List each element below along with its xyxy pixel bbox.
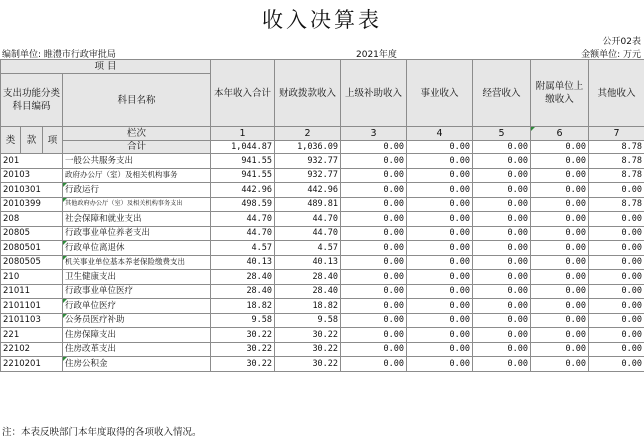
subject-code: 2080505 (1, 255, 63, 270)
amount-cell: 0.00 (531, 168, 589, 183)
amount-cell: 932.77 (275, 154, 341, 169)
col-header-6: 附属单位上缴收入 (531, 60, 589, 127)
subject-code: 208 (1, 212, 63, 227)
amount-cell: 0.00 (531, 183, 589, 198)
subject-name: 社会保障和就业支出 (63, 212, 211, 227)
col-number-2: 2 (275, 127, 341, 141)
subject-name: 一般公共服务支出 (63, 154, 211, 169)
amount-cell: 0.00 (407, 284, 473, 299)
amount-cell: 0.00 (589, 212, 644, 227)
amount-cell: 0.00 (531, 212, 589, 227)
amount-cell: 0.00 (407, 212, 473, 227)
amount-cell: 0.00 (341, 183, 407, 198)
amount-cell: 0.00 (407, 342, 473, 357)
table-row (1, 226, 644, 241)
subject-name: 其他政府办公厅（室）及相关机构事务支出 (63, 197, 211, 212)
amount-cell: 44.70 (211, 226, 275, 241)
subject-name: 住房改革支出 (63, 342, 211, 357)
subject-name: 行政事业单位养老支出 (63, 226, 211, 241)
income-final-accounts-table (0, 59, 644, 372)
amount-cell: 0.00 (531, 328, 589, 343)
table-row (1, 299, 644, 314)
amount-cell: 0.00 (407, 241, 473, 256)
amount-cell: 30.22 (275, 357, 341, 372)
table-row (1, 313, 644, 328)
amount-cell: 0.00 (589, 328, 644, 343)
amount-cell: 18.82 (211, 299, 275, 314)
amount-cell: 0.00 (341, 270, 407, 285)
amount-cell: 0.00 (341, 226, 407, 241)
amount-cell: 941.55 (211, 168, 275, 183)
amount-cell: 0.00 (407, 197, 473, 212)
xiang-header: 项 (43, 127, 63, 154)
amount-cell: 0.00 (407, 270, 473, 285)
subject-code: 22102 (1, 342, 63, 357)
amount-cell: 0.00 (341, 168, 407, 183)
col-header-3: 上级补助收入 (341, 60, 407, 127)
subject-code: 210 (1, 270, 63, 285)
amount-cell: 0.00 (589, 342, 644, 357)
lanci-label: 栏次 (63, 127, 211, 141)
subject-code: 221 (1, 328, 63, 343)
subject-name: 行政运行 (63, 183, 211, 198)
amount-cell: 0.00 (589, 299, 644, 314)
amount-cell: 9.58 (275, 313, 341, 328)
amount-cell: 28.40 (211, 270, 275, 285)
amount-cell: 0.00 (589, 183, 644, 198)
subject-code: 2080501 (1, 241, 63, 256)
amount-cell: 0.00 (341, 197, 407, 212)
footnote: 注：本表反映部门本年度取得的各项收入情况。 (2, 427, 202, 438)
col-number-7: 7 (589, 127, 644, 141)
total-value: 0.00 (341, 141, 407, 154)
amount-cell: 0.00 (341, 241, 407, 256)
amount-cell: 30.22 (275, 328, 341, 343)
amount-cell: 0.00 (473, 197, 531, 212)
amount-cell: 0.00 (531, 197, 589, 212)
item-header: 项 目 (1, 60, 211, 74)
table-row (1, 212, 644, 227)
amount-cell: 0.00 (407, 183, 473, 198)
col-number-1: 1 (211, 127, 275, 141)
amount-cell: 0.00 (473, 241, 531, 256)
amount-cell: 8.78 (589, 168, 644, 183)
amount-cell: 28.40 (275, 284, 341, 299)
subject-code: 2010301 (1, 183, 63, 198)
amount-cell: 30.22 (211, 357, 275, 372)
subject-name: 政府办公厅（室）及相关机构事务 (63, 168, 211, 183)
table-row (1, 328, 644, 343)
amount-cell: 0.00 (341, 313, 407, 328)
table-row (1, 342, 644, 357)
col-header-1: 本年收入合计 (211, 60, 275, 127)
subject-name: 住房保障支出 (63, 328, 211, 343)
table-row (1, 270, 644, 285)
subject-code: 201 (1, 154, 63, 169)
total-value: 0.00 (407, 141, 473, 154)
amount-cell: 4.57 (211, 241, 275, 256)
amount-cell: 0.00 (407, 255, 473, 270)
amount-cell: 0.00 (473, 313, 531, 328)
amount-cell: 0.00 (531, 226, 589, 241)
amount-cell: 0.00 (473, 328, 531, 343)
amount-cell: 0.00 (531, 241, 589, 256)
amount-cell: 0.00 (531, 270, 589, 285)
report-title: 收入决算表 (262, 8, 382, 32)
form-code: 公开02表 (602, 37, 641, 47)
amount-cell: 30.22 (275, 342, 341, 357)
amount-cell: 8.78 (589, 154, 644, 169)
col-number-5: 5 (473, 127, 531, 141)
amount-cell: 0.00 (407, 313, 473, 328)
amount-cell: 0.00 (589, 226, 644, 241)
amount-cell: 932.77 (275, 168, 341, 183)
table-row (1, 154, 644, 169)
col-number-4: 4 (407, 127, 473, 141)
subject-code: 2010399 (1, 197, 63, 212)
subject-name: 行政事业单位医疗 (63, 284, 211, 299)
subject-code: 20805 (1, 226, 63, 241)
amount-cell: 0.00 (589, 270, 644, 285)
amount-cell: 0.00 (341, 342, 407, 357)
amount-cell: 0.00 (531, 357, 589, 372)
subject-code: 2101103 (1, 313, 63, 328)
amount-cell: 0.00 (473, 255, 531, 270)
total-value: 0.00 (473, 141, 531, 154)
table-row (1, 241, 644, 256)
amount-cell: 0.00 (531, 342, 589, 357)
table-row (1, 357, 644, 372)
subject-name: 行政单位离退休 (63, 241, 211, 256)
col-header-7: 其他收入 (589, 60, 644, 127)
subject-name: 机关事业单位基本养老保险缴费支出 (63, 255, 211, 270)
amount-cell: 44.70 (275, 226, 341, 241)
amount-cell: 0.00 (473, 299, 531, 314)
amount-cell: 0.00 (589, 255, 644, 270)
amount-cell: 941.55 (211, 154, 275, 169)
subject-code: 2101101 (1, 299, 63, 314)
amount-cell: 44.70 (275, 212, 341, 227)
amount-cell: 0.00 (341, 212, 407, 227)
amount-cell: 0.00 (473, 342, 531, 357)
amount-cell: 40.13 (275, 255, 341, 270)
subject-code: 20103 (1, 168, 63, 183)
amount-cell: 442.96 (211, 183, 275, 198)
col-header-4: 事业收入 (407, 60, 473, 127)
amount-cell: 0.00 (473, 357, 531, 372)
table-row (1, 183, 644, 198)
amount-cell: 28.40 (211, 284, 275, 299)
amount-cell: 0.00 (473, 212, 531, 227)
amount-cell: 0.00 (589, 284, 644, 299)
report-year: 2021年度 (356, 50, 397, 60)
amount-cell: 0.00 (589, 313, 644, 328)
table-row (1, 284, 644, 299)
amount-cell: 0.00 (341, 299, 407, 314)
subject-name-header: 科目名称 (63, 74, 211, 127)
amount-cell: 44.70 (211, 212, 275, 227)
amount-cell: 0.00 (407, 299, 473, 314)
col-header-5: 经营收入 (473, 60, 531, 127)
total-value: 8.78 (589, 141, 644, 154)
amount-cell: 0.00 (407, 226, 473, 241)
total-value: 1,044.87 (211, 141, 275, 154)
total-label: 合计 (63, 141, 211, 154)
amount-cell: 489.81 (275, 197, 341, 212)
amount-cell: 0.00 (341, 154, 407, 169)
amount-cell: 9.58 (211, 313, 275, 328)
amount-cell: 0.00 (341, 284, 407, 299)
subject-name: 卫生健康支出 (63, 270, 211, 285)
amount-cell: 0.00 (531, 154, 589, 169)
amount-cell: 0.00 (407, 154, 473, 169)
amount-cell: 0.00 (473, 154, 531, 169)
subject-name: 行政单位医疗 (63, 299, 211, 314)
table-row (1, 255, 644, 270)
amount-cell: 0.00 (473, 284, 531, 299)
amount-cell: 0.00 (341, 255, 407, 270)
amount-cell: 8.78 (589, 197, 644, 212)
subject-code: 2210201 (1, 357, 63, 372)
amount-cell: 4.57 (275, 241, 341, 256)
total-value: 1,036.09 (275, 141, 341, 154)
amount-cell: 0.00 (531, 255, 589, 270)
table-row (1, 197, 644, 212)
amount-cell: 0.00 (473, 183, 531, 198)
amount-cell: 0.00 (531, 284, 589, 299)
amount-cell: 28.40 (275, 270, 341, 285)
amount-cell: 0.00 (407, 328, 473, 343)
amount-cell: 0.00 (473, 270, 531, 285)
amount-cell: 0.00 (531, 313, 589, 328)
amount-cell: 0.00 (473, 168, 531, 183)
amount-cell: 30.22 (211, 328, 275, 343)
amount-cell: 0.00 (473, 226, 531, 241)
amount-unit: 金额单位: 万元 (581, 50, 641, 60)
func-code-header: 支出功能分类科目编码 (1, 74, 63, 127)
kuan-header: 款 (21, 127, 43, 154)
subject-name: 公务员医疗补助 (63, 313, 211, 328)
col-header-2: 财政拨款收入 (275, 60, 341, 127)
lei-header: 类 (1, 127, 21, 154)
amount-cell: 0.00 (589, 357, 644, 372)
amount-cell: 0.00 (341, 357, 407, 372)
amount-cell: 0.00 (341, 328, 407, 343)
subject-code: 21011 (1, 284, 63, 299)
amount-cell: 498.59 (211, 197, 275, 212)
subject-name: 住房公积金 (63, 357, 211, 372)
amount-cell: 30.22 (211, 342, 275, 357)
amount-cell: 0.00 (407, 357, 473, 372)
amount-cell: 0.00 (407, 168, 473, 183)
amount-cell: 0.00 (589, 241, 644, 256)
amount-cell: 0.00 (531, 299, 589, 314)
org-label: 编制单位: 睢澧市行政审批局 (2, 50, 116, 60)
amount-cell: 442.96 (275, 183, 341, 198)
total-value: 0.00 (531, 141, 589, 154)
amount-cell: 40.13 (211, 255, 275, 270)
col-number-6: 6 (531, 127, 589, 141)
table-row (1, 168, 644, 183)
col-number-3: 3 (341, 127, 407, 141)
amount-cell: 18.82 (275, 299, 341, 314)
